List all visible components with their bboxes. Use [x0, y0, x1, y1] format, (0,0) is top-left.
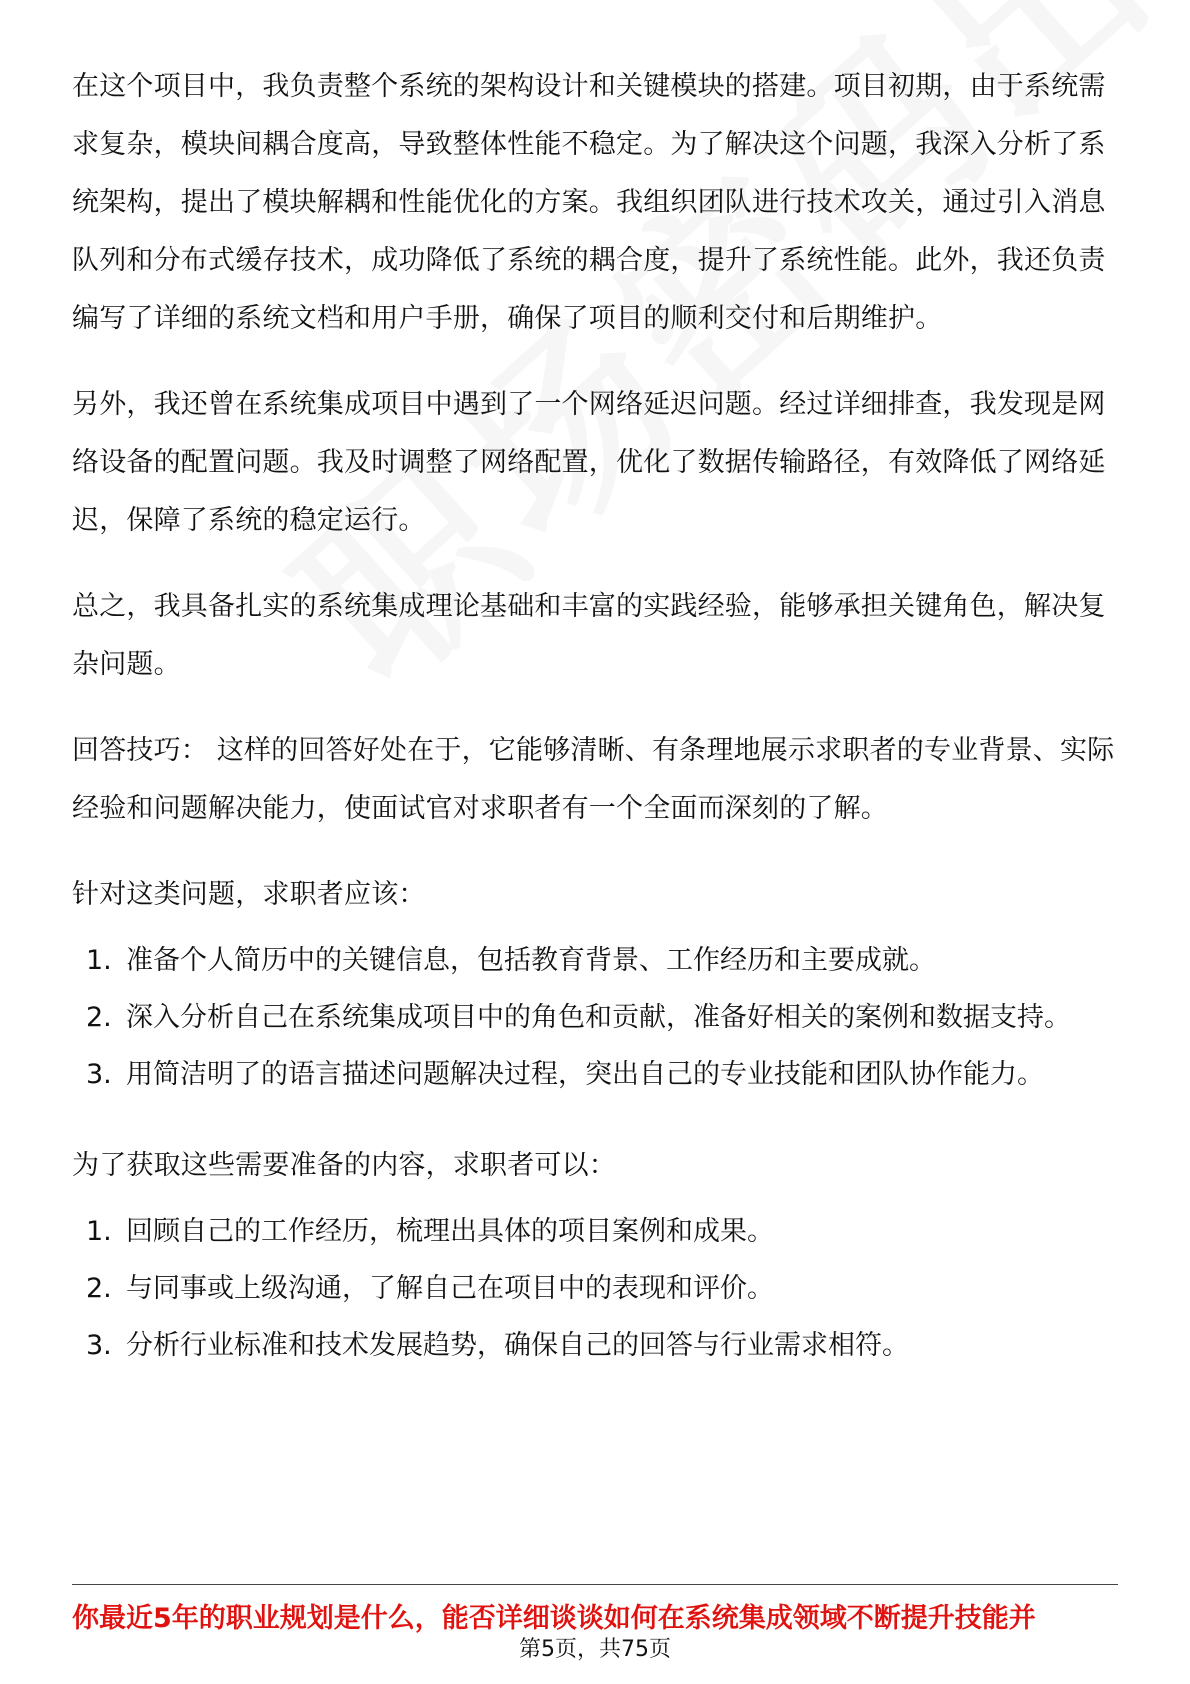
- page-number: 第5页，共75页: [519, 1637, 671, 1662]
- answer-tips-paragraph: 回答技巧： 这样的回答好处在于，它能够清晰、有条理地展示求职者的专业背景、实际经验和问题解决能力，使面试官对求职者有一个全面而深刻的了解。: [72, 735, 1115, 824]
- list-item-number: 3.: [86, 1059, 112, 1090]
- body-content: [72, 58, 1118, 1408]
- list-item-text: 分析行业标准和技术发展趋势，确保自己的回答与行业需求相符。: [126, 1330, 909, 1361]
- footer-divider: [72, 1584, 1118, 1585]
- list-item-text: 用简洁明了的语言描述问题解决过程，突出自己的专业技能和团队协作能力。: [126, 1059, 1044, 1090]
- should-do-list: [72, 932, 1118, 1103]
- list-item-number: 2.: [86, 1273, 112, 1304]
- answer-paragraph-summary: 总之，我具备扎实的系统集成理论基础和丰富的实践经验，能够承担关键角色，解决复杂问题。: [72, 591, 1106, 680]
- list-item: [72, 1317, 1118, 1374]
- list-item-text: 回顾自己的工作经历，梳理出具体的项目案例和成果。: [126, 1216, 774, 1247]
- next-question-heading: 你最近5年的职业规划是什么，能否详细谈谈如何在系统集成领域不断提升技能并: [72, 1603, 1036, 1634]
- list-item-text: 与同事或上级沟通，了解自己在项目中的表现和评价。: [126, 1273, 774, 1304]
- list-item-text: 深入分析自己在系统集成项目中的角色和贡献，准备好相关的案例和数据支持。: [126, 1002, 1071, 1033]
- list-item: [72, 1260, 1118, 1317]
- list-item-number: 3.: [86, 1330, 112, 1361]
- answer-paragraph-network: 另外，我还曾在系统集成项目中遇到了一个网络延迟问题。经过详细排查，我发现是网络设备的配置问题。我及时调整了网络配置，优化了数据传输路径，有效降低了网络延迟，保障了系统的稳定运行。: [72, 389, 1106, 536]
- list-item: [72, 1203, 1118, 1260]
- answer-paragraph-project: 在这个项目中，我负责整个系统的架构设计和关键模块的搭建。项目初期，由于系统需求复杂，模块间耦合度高，导致整体性能不稳定。为了解决这个问题，我深入分析了系统架构，提出了模块解耦和性能优化的方案。我组织团队进行技术攻关，通过引入消息队列和分布式缓存技术，成功降低了系统的耦合度，提升了系统性能。此外，我还负责编写了详细的系统文档和用户手册，确保了项目的顺利交付和后期维护。: [72, 71, 1106, 334]
- list-item: [72, 989, 1118, 1046]
- should-do-intro: 针对这类问题，求职者应该：: [72, 879, 426, 910]
- list-item: [72, 1046, 1118, 1103]
- list-item-text: 准备个人简历中的关键信息，包括教育背景、工作经历和主要成就。: [126, 945, 936, 976]
- preparation-intro: 为了获取这些需要准备的内容，求职者可以：: [72, 1150, 616, 1181]
- list-item-number: 1.: [86, 1216, 112, 1247]
- preparation-list: [72, 1203, 1118, 1374]
- list-item-number: 1.: [86, 945, 112, 976]
- list-item-number: 2.: [86, 1002, 112, 1033]
- list-item: [72, 932, 1118, 989]
